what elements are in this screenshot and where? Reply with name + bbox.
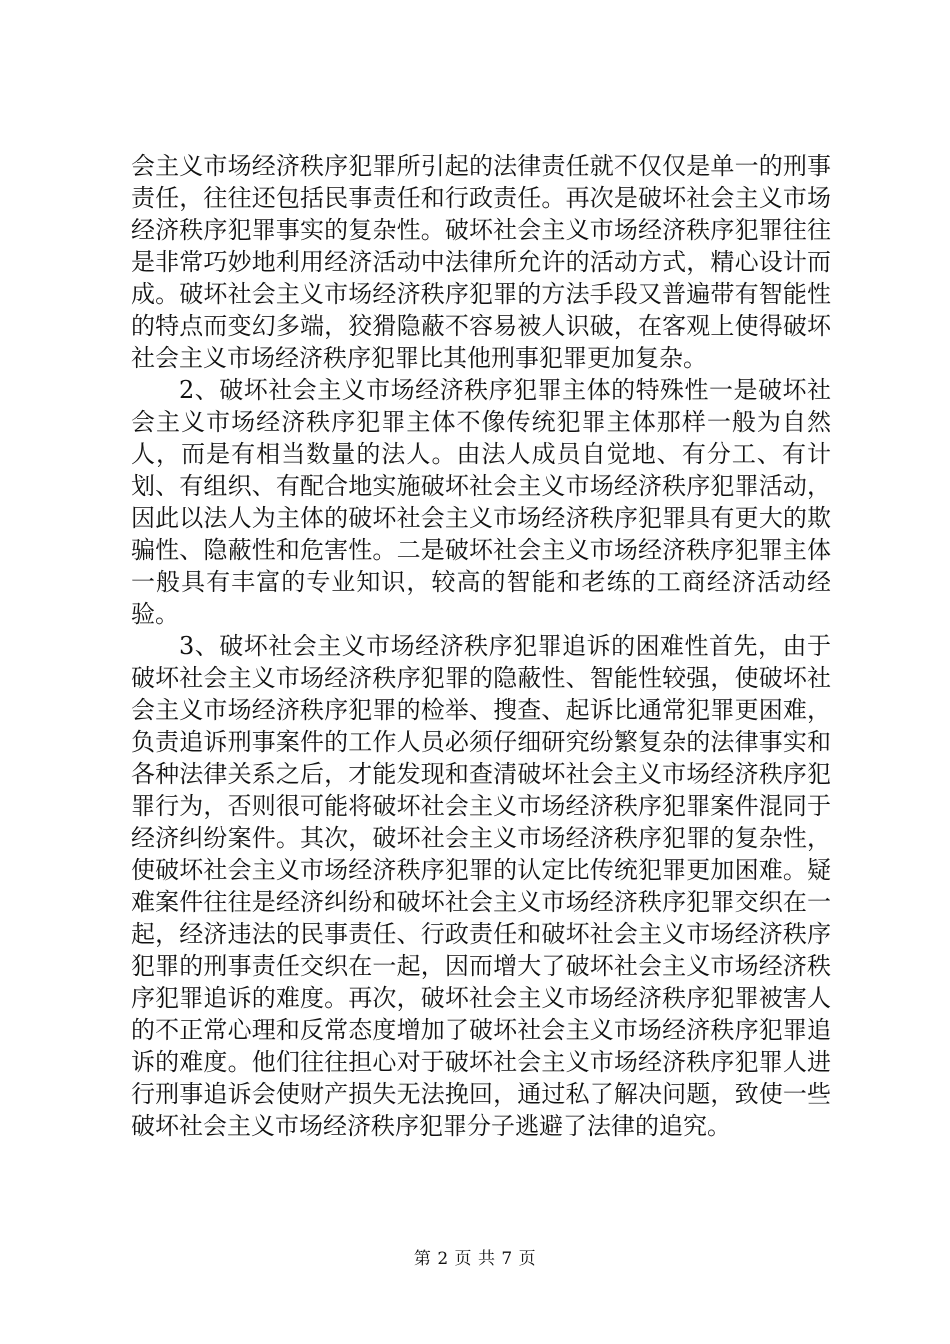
- paragraph-continuation: 会主义市场经济秩序犯罪所引起的法律责任就不仅仅是单一的刑事责任，往往还包括民事责任和行政责任。再次是破坏社会主义市场经济秩序犯罪事实的复杂性。破坏社会主义市场经济秩序犯罪往往是非常巧妙地利用经济活动中法律所允许的活动方式，精心设计而成。破坏社会主义市场经济秩序犯罪的方法手段又普遍带有智能性的特点而变幻多端，狡猾隐蔽不容易被人识破，在客观上使得破坏社会主义市场经济秩序犯罪比其他刑事犯罪更加复杂。: [131, 152, 831, 372]
- body-text: [131, 150, 831, 1142]
- paragraph-section-2: 2、破坏社会主义市场经济秩序犯罪主体的特殊性一是破坏社会主义市场经济秩序犯罪主体不像传统犯罪主体那样一般为自然人，而是有相当数量的法人。由法人成员自觉地、有分工、有计划、有组织、有配合地实施破坏社会主义市场经济秩序犯罪活动，因此以法人为主体的破坏社会主义市场经济秩序犯罪具有更大的欺骗性、隐蔽性和危害性。二是破坏社会主义市场经济秩序犯罪主体一般具有丰富的专业知识，较高的智能和老练的工商经济活动经验。: [131, 376, 831, 628]
- paragraph-section-3: 3、破坏社会主义市场经济秩序犯罪追诉的困难性首先，由于破坏社会主义市场经济秩序犯罪的隐蔽性、智能性较强，使破坏社会主义市场经济秩序犯罪的检举、搜查、起诉比通常犯罪更困难，负责追诉刑事案件的工作人员必须仔细研究纷繁复杂的法律事实和各种法律关系之后，才能发现和查清破坏社会主义市场经济秩序犯罪行为，否则很可能将破坏社会主义市场经济秩序犯罪案件混同于经济纠纷案件。其次，破坏社会主义市场经济秩序犯罪的复杂性，使破坏社会主义市场经济秩序犯罪的认定比传统犯罪更加困难。疑难案件往往是经济纠纷和破坏社会主义市场经济秩序犯罪交织在一起，经济违法的民事责任、行政责任和破坏社会主义市场经济秩序犯罪的刑事责任交织在一起，因而增大了破坏社会主义市场经济秩序犯罪追诉的难度。再次，破坏社会主义市场经济秩序犯罪被害人的不正常心理和反常态度增加了破坏社会主义市场经济秩序犯罪追诉的难度。他们往往担心对于破坏社会主义市场经济秩序犯罪人进行刑事追诉会使财产损失无法挽回，通过私了解决问题，致使一些破坏社会主义市场经济秩序犯罪分子逃避了法律的追究。: [131, 632, 831, 1140]
- page-number-footer: 第 2 页 共 7 页: [413, 1249, 537, 1269]
